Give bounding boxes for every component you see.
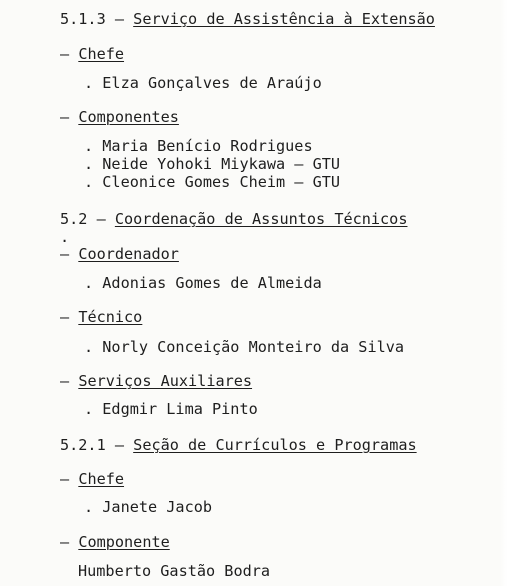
role-label: Chefe [78, 470, 125, 488]
role-tecnico [60, 308, 142, 326]
role-label: Componente [78, 533, 170, 551]
role-label: Serviços Auxiliares [78, 372, 253, 390]
section-number: 5.2 – [60, 210, 106, 228]
section-title: Seção de Currículos e Programas [133, 436, 417, 454]
role-label: Componentes [78, 108, 179, 126]
role-componentes [60, 108, 179, 126]
section-heading-5-2-1 [60, 436, 417, 454]
dash: – [60, 245, 70, 263]
dash: – [60, 533, 70, 551]
section-number: 5.1.3 – [60, 10, 125, 28]
dash: – [60, 372, 70, 390]
role-componente [60, 533, 170, 551]
person-name: Humberto Gastão Bodra [78, 562, 271, 580]
dash: – [60, 308, 70, 326]
section-title: Serviço de Assistência à Extensão [133, 10, 435, 28]
role-servicos-auxiliares [60, 372, 252, 390]
role-label: Técnico [78, 308, 143, 326]
person-name: . Adonias Gomes de Almeida [84, 274, 322, 292]
list-item: . Cleonice Gomes Cheim – GTU [84, 173, 341, 191]
section-title: Coordenação de Assuntos Técnicos [114, 210, 408, 228]
list-item: . Maria Benício Rodrigues [84, 137, 313, 155]
dash: – [60, 45, 70, 63]
section-heading-5-1-3 [60, 10, 435, 28]
section-number: 5.2.1 – [60, 436, 125, 454]
person-name: . Janete Jacob [84, 498, 213, 516]
role-chefe [60, 470, 124, 488]
person-name: . Edgmir Lima Pinto [84, 400, 258, 418]
stray-dot: . [60, 228, 70, 246]
person-name: . Norly Conceição Monteiro da Silva [84, 338, 405, 356]
role-coordenador [60, 245, 179, 263]
role-label: Coordenador [78, 245, 179, 263]
dash: – [60, 108, 70, 126]
dash: – [60, 470, 70, 488]
list-item: . Neide Yohoki Miykawa – GTU [84, 155, 341, 173]
section-heading-5-2 [60, 210, 407, 228]
page-edge [500, 0, 512, 586]
role-chefe [60, 45, 124, 63]
person-name: . Elza Gonçalves de Araújo [84, 74, 322, 92]
role-label: Chefe [78, 45, 125, 63]
